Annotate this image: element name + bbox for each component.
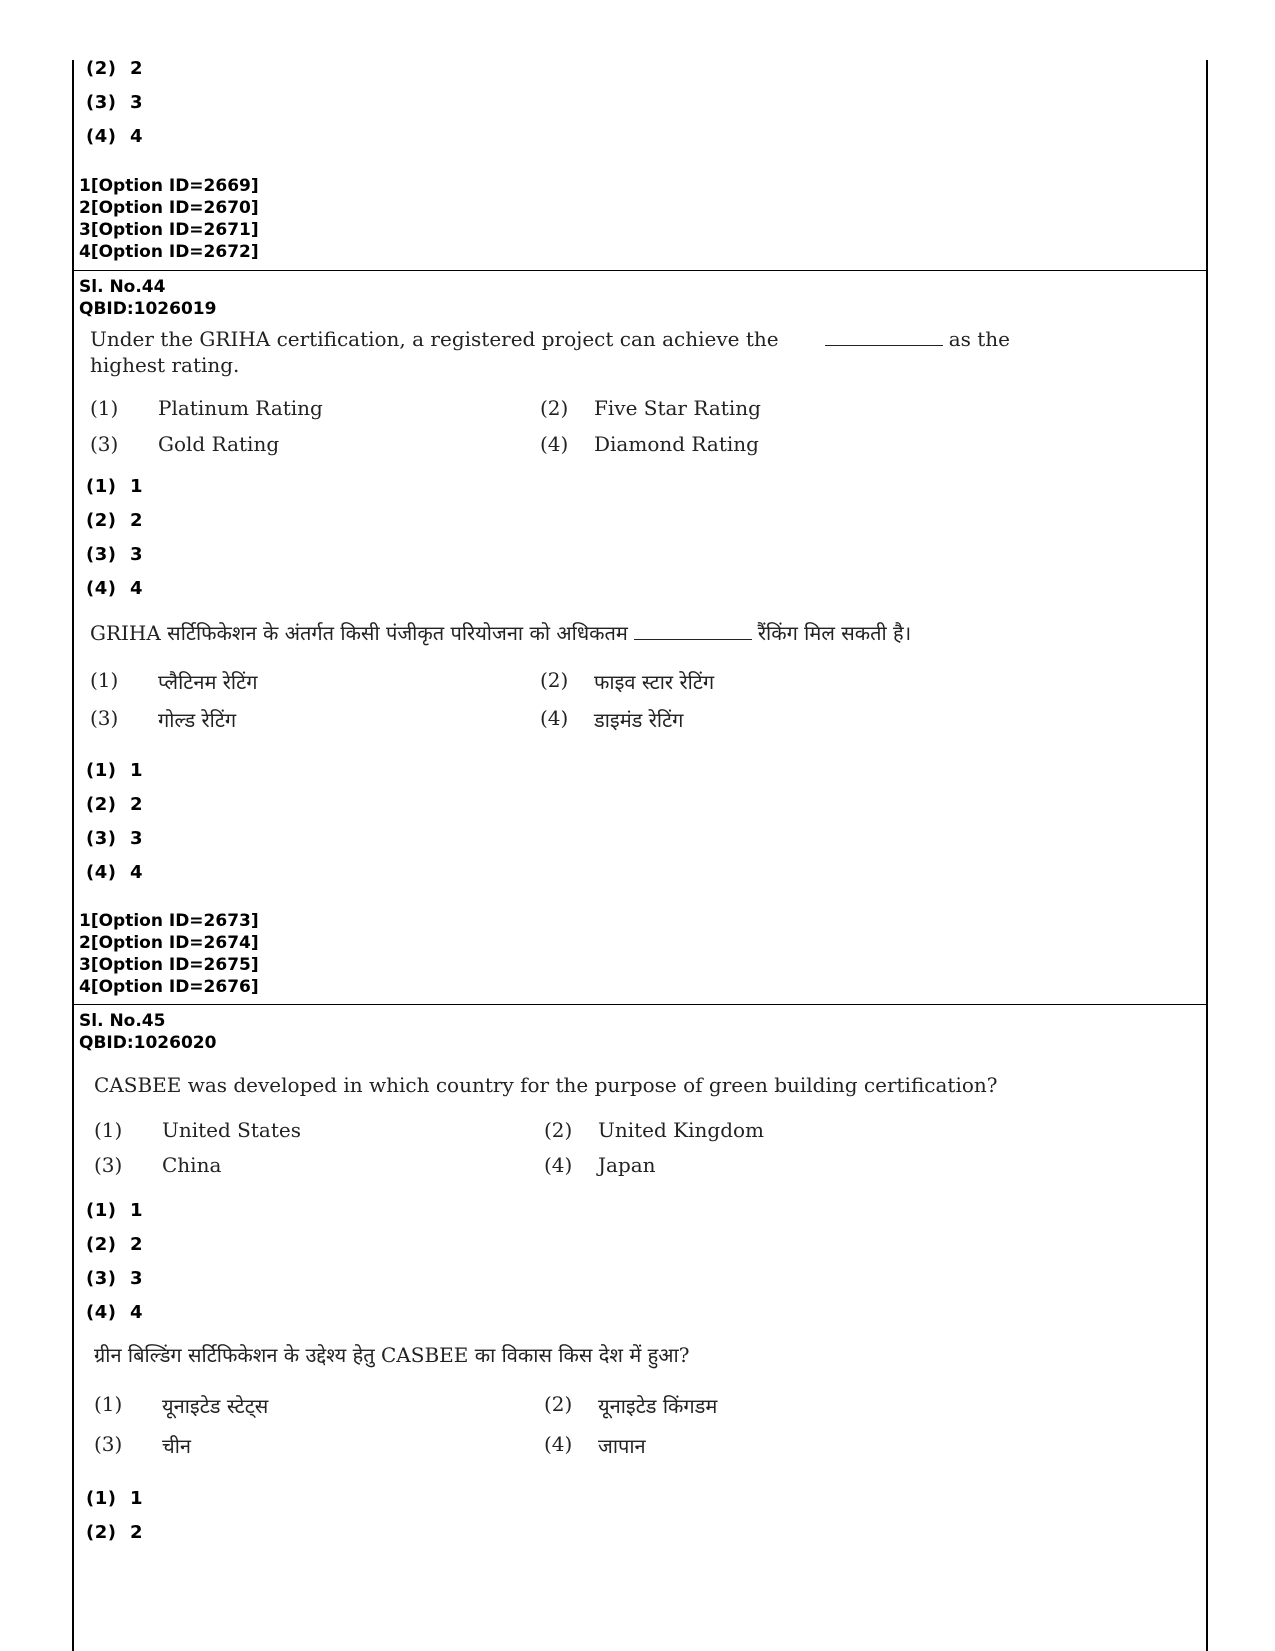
- option-id: 3[Option ID=2675]: [79, 955, 259, 975]
- option-text: United Kingdom: [598, 1118, 764, 1142]
- answer-choice: (1) 1: [86, 1488, 144, 1509]
- option-text: चीन: [162, 1434, 191, 1458]
- answer-choice: (3) 3: [86, 544, 144, 565]
- option-text: यूनाइटेड स्टेट्स: [162, 1394, 269, 1418]
- option-text: गोल्ड रेटिंग: [158, 708, 237, 732]
- question-text-part: GRIHA सर्टिफिकेशन के अंतर्गत किसी पंजीकृत परियोजना को अधिकतम: [90, 621, 628, 645]
- question-text-hi: ग्रीन बिल्डिंग सर्टिफिकेशन के उद्देश्य हेतु CASBEE का विकास किस देश में हुआ?: [94, 1343, 690, 1367]
- option-text: Gold Rating: [158, 432, 280, 456]
- serial-number: Sl. No.44: [79, 277, 166, 297]
- qbid: QBID:1026020: [79, 1033, 217, 1053]
- answer-choice: (4) 4: [86, 1302, 144, 1323]
- answer-choice: (2) 2: [86, 1234, 144, 1255]
- question-text-part: highest rating.: [90, 353, 240, 377]
- option-id: 3[Option ID=2671]: [79, 220, 259, 240]
- answer-blank: [825, 344, 943, 346]
- option-id-list: [79, 175, 259, 263]
- qbid: QBID:1026019: [79, 299, 217, 319]
- answer-choice: (4) 4: [86, 126, 144, 147]
- option-text: डाइमंड रेटिंग: [594, 708, 684, 732]
- question-text-part: as the: [948, 327, 1010, 351]
- answer-choice: (3) 3: [86, 1268, 144, 1289]
- option-text: जापान: [598, 1434, 646, 1458]
- option-number: (3): [90, 432, 119, 456]
- section-divider: [72, 270, 1208, 271]
- option-text: Platinum Rating: [158, 396, 323, 420]
- option-number: (1): [94, 1118, 123, 1142]
- option-id-list: [79, 910, 259, 998]
- option-number: (3): [94, 1153, 123, 1177]
- option-text: यूनाइटेड किंगडम: [598, 1394, 718, 1418]
- option-number: (3): [94, 1432, 123, 1456]
- question-text-hi: [90, 620, 1090, 646]
- option-text: Japan: [598, 1153, 656, 1177]
- answer-choice: (2) 2: [86, 510, 144, 531]
- question-text-en: CASBEE was developed in which country for the purpose of green building certification?: [94, 1073, 998, 1097]
- option-text: Five Star Rating: [594, 396, 761, 420]
- option-id: 4[Option ID=2672]: [79, 242, 259, 262]
- option-number: (2): [540, 396, 569, 420]
- option-id: 2[Option ID=2674]: [79, 933, 259, 953]
- question-text-en: [90, 326, 1010, 378]
- answer-choice: (2) 2: [86, 1522, 144, 1543]
- serial-number: Sl. No.45: [79, 1011, 166, 1031]
- option-number: (4): [540, 706, 569, 730]
- answer-choice: (2) 2: [86, 794, 144, 815]
- answer-choice: (1) 1: [86, 1200, 144, 1221]
- option-number: (3): [90, 706, 119, 730]
- question-meta: [79, 276, 216, 320]
- answer-choice: (1) 1: [86, 760, 144, 781]
- option-text: Diamond Rating: [594, 432, 759, 456]
- option-number: (2): [544, 1118, 573, 1142]
- option-number: (4): [544, 1432, 573, 1456]
- answer-choice: (2) 2: [86, 58, 144, 79]
- option-number: (1): [90, 668, 119, 692]
- option-number: (1): [94, 1392, 123, 1416]
- question-meta: [79, 1010, 216, 1054]
- answer-choice: (3) 3: [86, 828, 144, 849]
- section-divider: [72, 1004, 1208, 1005]
- option-text: फाइव स्टार रेटिंग: [594, 670, 715, 694]
- answer-choice: (4) 4: [86, 578, 144, 599]
- answer-choice: (4) 4: [86, 862, 144, 883]
- answer-blank: [634, 638, 752, 640]
- option-id: 1[Option ID=2669]: [79, 176, 259, 196]
- option-number: (2): [544, 1392, 573, 1416]
- question-text-part: Under the GRIHA certification, a registered project can achieve the: [90, 327, 779, 351]
- option-number: (1): [90, 396, 119, 420]
- option-text: China: [162, 1153, 222, 1177]
- option-number: (4): [544, 1153, 573, 1177]
- option-id: 4[Option ID=2676]: [79, 977, 259, 997]
- option-number: (4): [540, 432, 569, 456]
- option-id: 2[Option ID=2670]: [79, 198, 259, 218]
- option-id: 1[Option ID=2673]: [79, 911, 259, 931]
- option-number: (2): [540, 668, 569, 692]
- question-text-part: रैंकिंग मिल सकती है।: [757, 621, 912, 645]
- answer-choice: (3) 3: [86, 92, 144, 113]
- option-text: United States: [162, 1118, 301, 1142]
- option-text: प्लैटिनम रेटिंग: [158, 670, 258, 694]
- answer-choice: (1) 1: [86, 476, 144, 497]
